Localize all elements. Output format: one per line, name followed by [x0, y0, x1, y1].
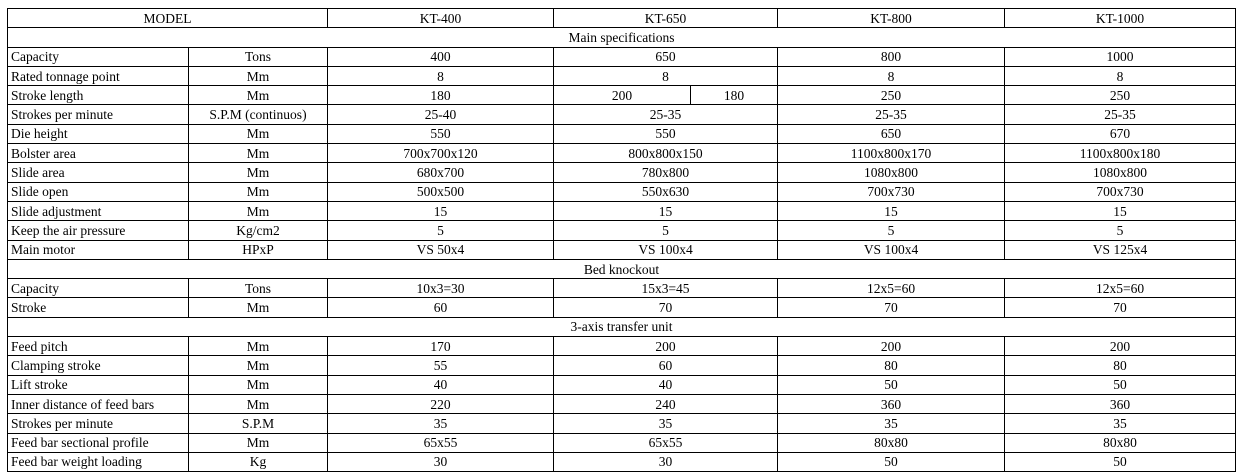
value-cell: 250	[778, 86, 1005, 105]
spec-table	[7, 8, 1236, 472]
table-row	[8, 240, 1236, 259]
section-row	[8, 259, 1236, 278]
value-cell: 1080x800	[778, 163, 1005, 182]
value-cell: 700x730	[778, 182, 1005, 201]
value-cell: 180	[328, 86, 554, 105]
model-kt-1000: KT-1000	[1005, 9, 1236, 28]
value-cell: 780x800	[554, 163, 778, 182]
table-row	[8, 452, 1236, 471]
section-title: 3-axis transfer unit	[8, 317, 1236, 336]
value-cell: 700x700x120	[328, 144, 554, 163]
value-cell: 5	[1005, 221, 1236, 240]
value-cell: VS 125x4	[1005, 240, 1236, 259]
param-unit: Mm	[189, 433, 328, 452]
value-cell: 25-35	[778, 105, 1005, 124]
value-cell: 80x80	[778, 433, 1005, 452]
value-cell: 1100x800x170	[778, 144, 1005, 163]
value-cell: 40	[328, 375, 554, 394]
param-name: Capacity	[8, 47, 189, 66]
param-unit: Mm	[189, 124, 328, 143]
value-cell: 200	[554, 337, 778, 356]
value-cell: 500x500	[328, 182, 554, 201]
value-cell: 800	[778, 47, 1005, 66]
value-cell: VS 100x4	[554, 240, 778, 259]
table-row	[8, 279, 1236, 298]
param-name: Die height	[8, 124, 189, 143]
value-cell: 250	[1005, 86, 1236, 105]
value-cell: 5	[554, 221, 778, 240]
param-name: Inner distance of feed bars	[8, 394, 189, 413]
param-name: Main motor	[8, 240, 189, 259]
param-name: Clamping stroke	[8, 356, 189, 375]
value-cell: 1080x800	[1005, 163, 1236, 182]
table-row	[8, 105, 1236, 124]
table-row	[8, 375, 1236, 394]
param-unit: Mm	[189, 66, 328, 85]
value-cell: 15	[328, 201, 554, 220]
value-cell: 170	[328, 337, 554, 356]
value-cell: 60	[328, 298, 554, 317]
table-row	[8, 163, 1236, 182]
param-name: Rated tonnage point	[8, 66, 189, 85]
value-cell: 35	[1005, 414, 1236, 433]
value-cell: 15	[778, 201, 1005, 220]
param-unit: Tons	[189, 47, 328, 66]
value-cell: 25-35	[1005, 105, 1236, 124]
param-unit: S.P.M	[189, 414, 328, 433]
spec-table-body	[8, 9, 1236, 472]
value-cell: 35	[328, 414, 554, 433]
model-kt-400: KT-400	[328, 9, 554, 28]
value-cell: 8	[554, 66, 778, 85]
param-name: Capacity	[8, 279, 189, 298]
table-row	[8, 124, 1236, 143]
param-name: Lift stroke	[8, 375, 189, 394]
value-cell: 25-40	[328, 105, 554, 124]
param-unit: Mm	[189, 394, 328, 413]
value-cell: 70	[1005, 298, 1236, 317]
value-cell: 8	[1005, 66, 1236, 85]
param-unit: Mm	[189, 163, 328, 182]
value-cell: 360	[778, 394, 1005, 413]
param-name: Slide adjustment	[8, 201, 189, 220]
table-row	[8, 182, 1236, 201]
value-cell: 15x3=45	[554, 279, 778, 298]
value-cell: 1100x800x180	[1005, 144, 1236, 163]
value-cell: 30	[328, 452, 554, 471]
param-unit: S.P.M (continuos)	[189, 105, 328, 124]
value-cell: 60	[554, 356, 778, 375]
header-row	[8, 9, 1236, 28]
value-cell: VS 50x4	[328, 240, 554, 259]
param-unit: Mm	[189, 86, 328, 105]
value-cell: 8	[778, 66, 1005, 85]
section-row	[8, 317, 1236, 336]
value-cell: 25-35	[554, 105, 778, 124]
section-title: Main specifications	[8, 28, 1236, 47]
table-row	[8, 356, 1236, 375]
table-row	[8, 221, 1236, 240]
param-name: Strokes per minute	[8, 414, 189, 433]
param-name: Bolster area	[8, 144, 189, 163]
param-name: Feed pitch	[8, 337, 189, 356]
value-cell: 200	[778, 337, 1005, 356]
value-cell: 80	[1005, 356, 1236, 375]
value-cell: 50	[778, 452, 1005, 471]
value-cell: 15	[554, 201, 778, 220]
table-row	[8, 298, 1236, 317]
value-cell: 800x800x150	[554, 144, 778, 163]
param-unit: Mm	[189, 375, 328, 394]
param-name: Stroke length	[8, 86, 189, 105]
value-cell: 200	[554, 86, 691, 105]
param-name: Keep the air pressure	[8, 221, 189, 240]
param-unit: Mm	[189, 201, 328, 220]
value-cell: 80	[778, 356, 1005, 375]
value-cell: 5	[328, 221, 554, 240]
value-cell: 200	[1005, 337, 1236, 356]
value-cell: 55	[328, 356, 554, 375]
table-row	[8, 337, 1236, 356]
param-name: Slide area	[8, 163, 189, 182]
table-row	[8, 414, 1236, 433]
param-unit: Kg	[189, 452, 328, 471]
value-cell: 1000	[1005, 47, 1236, 66]
value-cell: 360	[1005, 394, 1236, 413]
model-kt-800: KT-800	[778, 9, 1005, 28]
section-title: Bed knockout	[8, 259, 1236, 278]
value-cell: 70	[554, 298, 778, 317]
table-row	[8, 394, 1236, 413]
value-cell: 400	[328, 47, 554, 66]
value-cell: 650	[554, 47, 778, 66]
param-unit: Tons	[189, 279, 328, 298]
value-cell: 65x55	[328, 433, 554, 452]
param-unit: Mm	[189, 337, 328, 356]
value-cell: 50	[778, 375, 1005, 394]
param-unit: Mm	[189, 356, 328, 375]
value-cell: 5	[778, 221, 1005, 240]
value-cell: 15	[1005, 201, 1236, 220]
value-cell: 10x3=30	[328, 279, 554, 298]
table-row	[8, 66, 1236, 85]
value-cell: 680x700	[328, 163, 554, 182]
section-row	[8, 28, 1236, 47]
param-unit: Mm	[189, 144, 328, 163]
value-cell: 550	[328, 124, 554, 143]
value-cell: 550	[554, 124, 778, 143]
model-kt-650: KT-650	[554, 9, 778, 28]
value-cell: 650	[778, 124, 1005, 143]
param-unit: Mm	[189, 298, 328, 317]
param-name: Feed bar weight loading	[8, 452, 189, 471]
value-cell: VS 100x4	[778, 240, 1005, 259]
value-cell: 50	[1005, 452, 1236, 471]
value-cell: 35	[554, 414, 778, 433]
value-cell: 70	[778, 298, 1005, 317]
value-cell: 240	[554, 394, 778, 413]
value-cell: 180	[691, 86, 778, 105]
value-cell: 50	[1005, 375, 1236, 394]
value-cell: 12x5=60	[778, 279, 1005, 298]
value-cell: 12x5=60	[1005, 279, 1236, 298]
value-cell: 550x630	[554, 182, 778, 201]
table-row	[8, 47, 1236, 66]
model-label: MODEL	[8, 9, 328, 28]
value-cell: 65x55	[554, 433, 778, 452]
param-name: Stroke	[8, 298, 189, 317]
value-cell: 30	[554, 452, 778, 471]
param-unit: Mm	[189, 182, 328, 201]
table-row	[8, 433, 1236, 452]
value-cell: 40	[554, 375, 778, 394]
value-cell: 35	[778, 414, 1005, 433]
table-row	[8, 86, 1236, 105]
param-name: Strokes per minute	[8, 105, 189, 124]
param-unit: HPxP	[189, 240, 328, 259]
value-cell: 220	[328, 394, 554, 413]
param-unit: Kg/cm2	[189, 221, 328, 240]
value-cell: 8	[328, 66, 554, 85]
param-name: Slide open	[8, 182, 189, 201]
value-cell: 700x730	[1005, 182, 1236, 201]
param-name: Feed bar sectional profile	[8, 433, 189, 452]
value-cell: 670	[1005, 124, 1236, 143]
table-row	[8, 201, 1236, 220]
table-row	[8, 144, 1236, 163]
value-cell: 80x80	[1005, 433, 1236, 452]
